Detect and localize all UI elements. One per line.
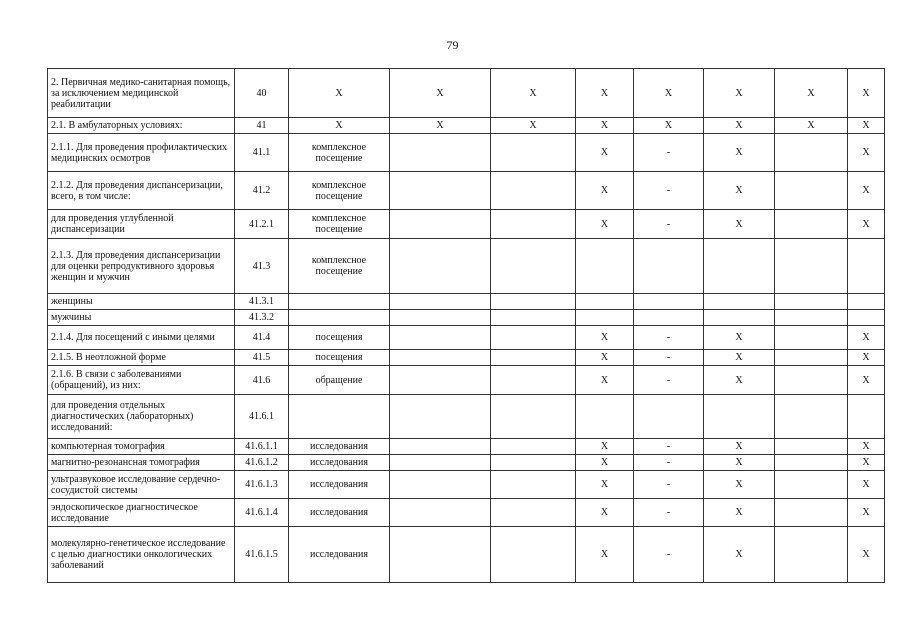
table-cell: X [848, 439, 885, 455]
table-cell [775, 210, 848, 239]
table-cell [390, 455, 491, 471]
table-cell: X [848, 499, 885, 527]
row-number-cell: 41.5 [235, 350, 289, 366]
table-cell [775, 350, 848, 366]
table-cell: X [704, 69, 775, 118]
table-cell [775, 395, 848, 439]
table-cell [390, 239, 491, 294]
table-cell: комплексное посещение [289, 239, 390, 294]
table-cell: - [634, 326, 704, 350]
row-label-cell: 2.1.5. В неотложной форме [48, 350, 235, 366]
table-row [48, 210, 885, 239]
table-cell: X [576, 439, 634, 455]
table-cell [634, 294, 704, 310]
table-cell: - [634, 172, 704, 210]
table-cell: - [634, 471, 704, 499]
table-cell: X [848, 210, 885, 239]
table-cell [576, 239, 634, 294]
table-cell: X [704, 134, 775, 172]
row-number-cell: 41.6.1.5 [235, 527, 289, 583]
row-number-cell: 41.2.1 [235, 210, 289, 239]
table-cell [390, 499, 491, 527]
table-cell [634, 310, 704, 326]
table-cell [576, 310, 634, 326]
table-cell [576, 395, 634, 439]
table-row [48, 499, 885, 527]
table-cell [491, 395, 576, 439]
table-cell: X [704, 439, 775, 455]
table-cell [390, 310, 491, 326]
table-cell [289, 310, 390, 326]
table-cell [390, 471, 491, 499]
table-cell: - [634, 210, 704, 239]
table-row [48, 326, 885, 350]
table-row [48, 310, 885, 326]
table-cell [775, 134, 848, 172]
table-cell: X [704, 455, 775, 471]
table-cell [491, 310, 576, 326]
table-cell: X [390, 69, 491, 118]
table-cell: X [576, 210, 634, 239]
table-cell [390, 527, 491, 583]
table-cell: X [848, 455, 885, 471]
page-number: 79 [446, 38, 459, 52]
table-cell: X [775, 118, 848, 134]
table-cell: обращение [289, 366, 390, 395]
row-label-cell: магнитно-резонансная томография [48, 455, 235, 471]
table-cell [289, 294, 390, 310]
row-label-cell: 2.1.3. Для проведения диспансеризации для оценки репродуктивного здоровья женщин и мужчин [48, 239, 235, 294]
table-cell: X [576, 326, 634, 350]
table-cell: X [704, 350, 775, 366]
table-cell [704, 310, 775, 326]
table-cell [576, 294, 634, 310]
table-cell: - [634, 366, 704, 395]
table-cell [848, 310, 885, 326]
table-cell [775, 294, 848, 310]
table-cell [491, 439, 576, 455]
row-number-cell: 41.6.1 [235, 395, 289, 439]
row-label-cell: молекулярно-генетическое исследование с целью диагностики онкологических заболеваний [48, 527, 235, 583]
table-cell [390, 350, 491, 366]
table-cell: X [634, 118, 704, 134]
table-cell [775, 439, 848, 455]
table-cell: X [289, 69, 390, 118]
table-cell: X [576, 455, 634, 471]
table-cell: X [775, 69, 848, 118]
table-cell: X [576, 527, 634, 583]
table-cell [775, 239, 848, 294]
table-cell: X [848, 350, 885, 366]
table-cell: X [848, 118, 885, 134]
table-cell [634, 239, 704, 294]
table-row [48, 471, 885, 499]
table-cell: X [704, 326, 775, 350]
table-row [48, 527, 885, 583]
table-cell: X [289, 118, 390, 134]
table-cell [491, 350, 576, 366]
row-number-cell: 41.2 [235, 172, 289, 210]
table-cell [775, 527, 848, 583]
row-label-cell: ультразвуковое исследование сердечно-сосудистой системы [48, 471, 235, 499]
table-cell: X [576, 69, 634, 118]
table-cell [289, 395, 390, 439]
table-cell [848, 294, 885, 310]
table-cell: X [576, 499, 634, 527]
table-cell: X [704, 471, 775, 499]
table-cell [704, 294, 775, 310]
table-cell: исследования [289, 499, 390, 527]
table-cell [775, 471, 848, 499]
table-cell [848, 395, 885, 439]
table-cell [491, 527, 576, 583]
table-cell: - [634, 439, 704, 455]
table-row [48, 366, 885, 395]
row-number-cell: 41.3.1 [235, 294, 289, 310]
table-cell [491, 172, 576, 210]
row-number-cell: 40 [235, 69, 289, 118]
table-cell: X [576, 118, 634, 134]
table-cell: посещения [289, 350, 390, 366]
table-cell: исследования [289, 471, 390, 499]
row-number-cell: 41.6.1.1 [235, 439, 289, 455]
table-cell: X [848, 69, 885, 118]
table-cell [390, 172, 491, 210]
table-cell: X [491, 118, 576, 134]
table-cell [390, 366, 491, 395]
table-cell: - [634, 499, 704, 527]
table-cell: исследования [289, 439, 390, 455]
table-cell [775, 326, 848, 350]
row-label-cell: для проведения углубленной диспансеризации [48, 210, 235, 239]
table-cell: X [848, 172, 885, 210]
table-cell: X [704, 172, 775, 210]
table-cell [491, 471, 576, 499]
table-row [48, 439, 885, 455]
table-cell [775, 499, 848, 527]
row-label-cell: 2.1. В амбулаторных условиях: [48, 118, 235, 134]
table-cell [634, 395, 704, 439]
table-cell [775, 455, 848, 471]
row-number-cell: 41.6.1.3 [235, 471, 289, 499]
table-row [48, 172, 885, 210]
table-cell [390, 395, 491, 439]
data-table [47, 68, 885, 583]
row-number-cell: 41.3 [235, 239, 289, 294]
table-cell [704, 239, 775, 294]
table-cell: - [634, 527, 704, 583]
table-cell: X [848, 366, 885, 395]
table-row [48, 118, 885, 134]
table-cell: посещения [289, 326, 390, 350]
table-row [48, 350, 885, 366]
table-cell: X [704, 527, 775, 583]
table-cell [775, 366, 848, 395]
table-cell [491, 210, 576, 239]
row-label-cell: 2.1.2. Для проведения диспансеризации, всего, в том числе: [48, 172, 235, 210]
table-row [48, 239, 885, 294]
row-number-cell: 41.6.1.4 [235, 499, 289, 527]
table-cell: X [848, 527, 885, 583]
row-number-cell: 41.4 [235, 326, 289, 350]
table-cell: X [576, 172, 634, 210]
row-number-cell: 41.1 [235, 134, 289, 172]
row-label-cell: компьютерная томография [48, 439, 235, 455]
table-cell [491, 134, 576, 172]
table-cell: X [848, 134, 885, 172]
table-cell [390, 210, 491, 239]
table-cell: комплексное посещение [289, 134, 390, 172]
table-cell: X [848, 471, 885, 499]
table-cell: исследования [289, 527, 390, 583]
row-label-cell: эндоскопическое диагностическое исследование [48, 499, 235, 527]
table-cell: X [848, 326, 885, 350]
table-cell [390, 326, 491, 350]
table-row [48, 134, 885, 172]
table-cell: X [634, 69, 704, 118]
table-row [48, 395, 885, 439]
table-cell: X [576, 134, 634, 172]
table-cell [704, 395, 775, 439]
row-number-cell: 41.6.1.2 [235, 455, 289, 471]
table-cell: X [390, 118, 491, 134]
table-cell: X [704, 118, 775, 134]
table-cell [848, 239, 885, 294]
table-cell: X [704, 210, 775, 239]
row-number-cell: 41.3.2 [235, 310, 289, 326]
table-cell: - [634, 455, 704, 471]
table-cell: комплексное посещение [289, 210, 390, 239]
row-label-cell: 2.1.6. В связи с заболеваниями (обращений), из них: [48, 366, 235, 395]
row-label-cell: женщины [48, 294, 235, 310]
table-cell [775, 172, 848, 210]
table-cell [390, 439, 491, 455]
table-cell [491, 294, 576, 310]
table-cell: X [491, 69, 576, 118]
table-cell: X [576, 366, 634, 395]
table-row [48, 69, 885, 118]
table-cell: X [576, 471, 634, 499]
table-cell [491, 326, 576, 350]
table-cell [390, 134, 491, 172]
row-label-cell: 2. Первичная медико-санитарная помощь, за исключением медицинской реабилитации [48, 69, 235, 118]
table-cell [775, 310, 848, 326]
row-number-cell: 41.6 [235, 366, 289, 395]
table-cell [491, 455, 576, 471]
table-cell: - [634, 350, 704, 366]
table-cell: исследования [289, 455, 390, 471]
table-cell: - [634, 134, 704, 172]
table-cell: комплексное посещение [289, 172, 390, 210]
row-label-cell: 2.1.1. Для проведения профилактических медицинских осмотров [48, 134, 235, 172]
table-cell: X [704, 366, 775, 395]
table-cell: X [704, 499, 775, 527]
table-cell [491, 366, 576, 395]
table-cell [390, 294, 491, 310]
row-label-cell: для проведения отдельных диагностических (лабораторных) исследований: [48, 395, 235, 439]
table-cell: X [576, 350, 634, 366]
row-number-cell: 41 [235, 118, 289, 134]
row-label-cell: мужчины [48, 310, 235, 326]
table-row [48, 294, 885, 310]
row-label-cell: 2.1.4. Для посещений с иными целями [48, 326, 235, 350]
table-row [48, 455, 885, 471]
table-cell [491, 239, 576, 294]
table-cell [491, 499, 576, 527]
